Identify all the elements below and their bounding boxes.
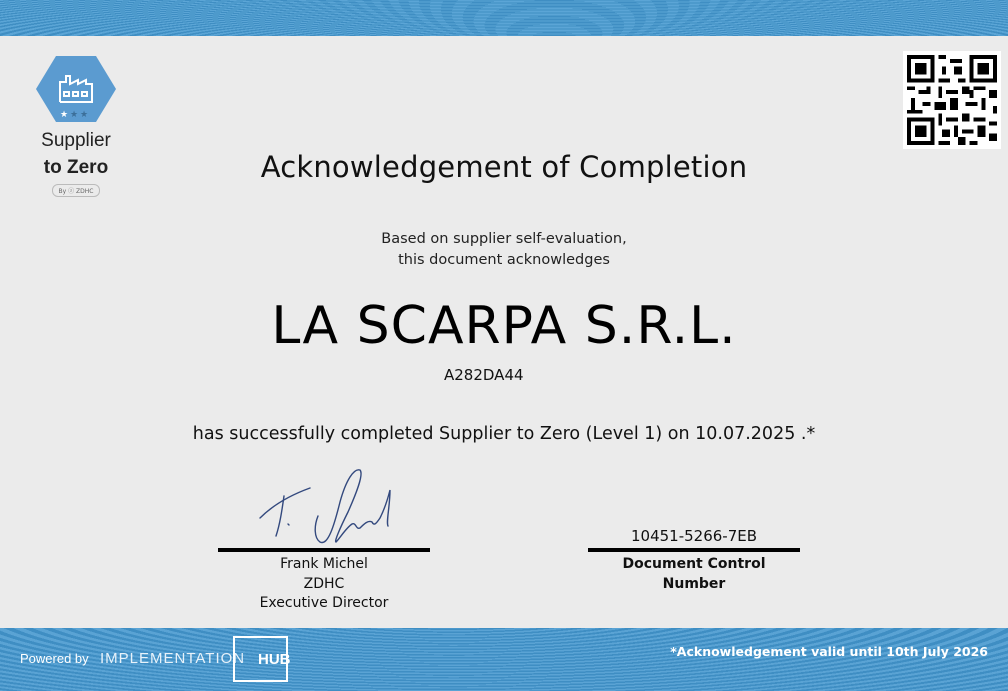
qr-code-icon[interactable] [903,51,1001,149]
certificate-title: Acknowledgement of Completion [260,150,748,184]
signatory-role: Executive Director [259,595,389,611]
company-name: LA SCARPA S.R.L. [271,296,737,356]
powered-by-text: Powered by [20,651,89,666]
signature-line [218,548,430,552]
level-stars [60,110,88,120]
signatory-block [218,555,430,614]
top-decorative-band [0,0,1008,36]
intro-line-2: this document acknowledges [398,252,610,268]
logo-title-line2: to Zero [43,157,109,178]
document-number-line [588,548,800,552]
company-code: A282DA44 [444,366,524,384]
factory-hexagon-icon [30,54,122,124]
document-control-label-line2: Number [662,575,726,592]
intro-text [0,229,1008,271]
document-control-label-line1: Document Control [622,556,766,572]
document-control-number: 10451-5266-7EB [630,527,758,545]
logo-by-badge: By ⓩ ZDHC [52,184,101,197]
handwritten-signature [236,466,416,550]
completion-statement: has successfully completed Supplier to Zero (Level 1) on 10.07.2025 .* [192,424,816,444]
logo-title-line1: Supplier [41,130,111,151]
star-empty-icon: ★ [80,110,89,120]
hub-logo-text: HUB [258,651,291,668]
star-filled-icon: ★ [60,110,69,120]
implementation-text: IMPLEMENTATION [100,650,246,667]
signatory-name: Frank Michel [280,556,368,572]
signatory-org: ZDHC [303,575,345,592]
document-control-label [588,555,800,594]
intro-line-1: Based on supplier self-evaluation, [381,231,627,247]
validity-note: *Acknowledgement valid until 10th July 2026 [670,644,988,659]
star-empty-icon: ★ [70,110,79,120]
